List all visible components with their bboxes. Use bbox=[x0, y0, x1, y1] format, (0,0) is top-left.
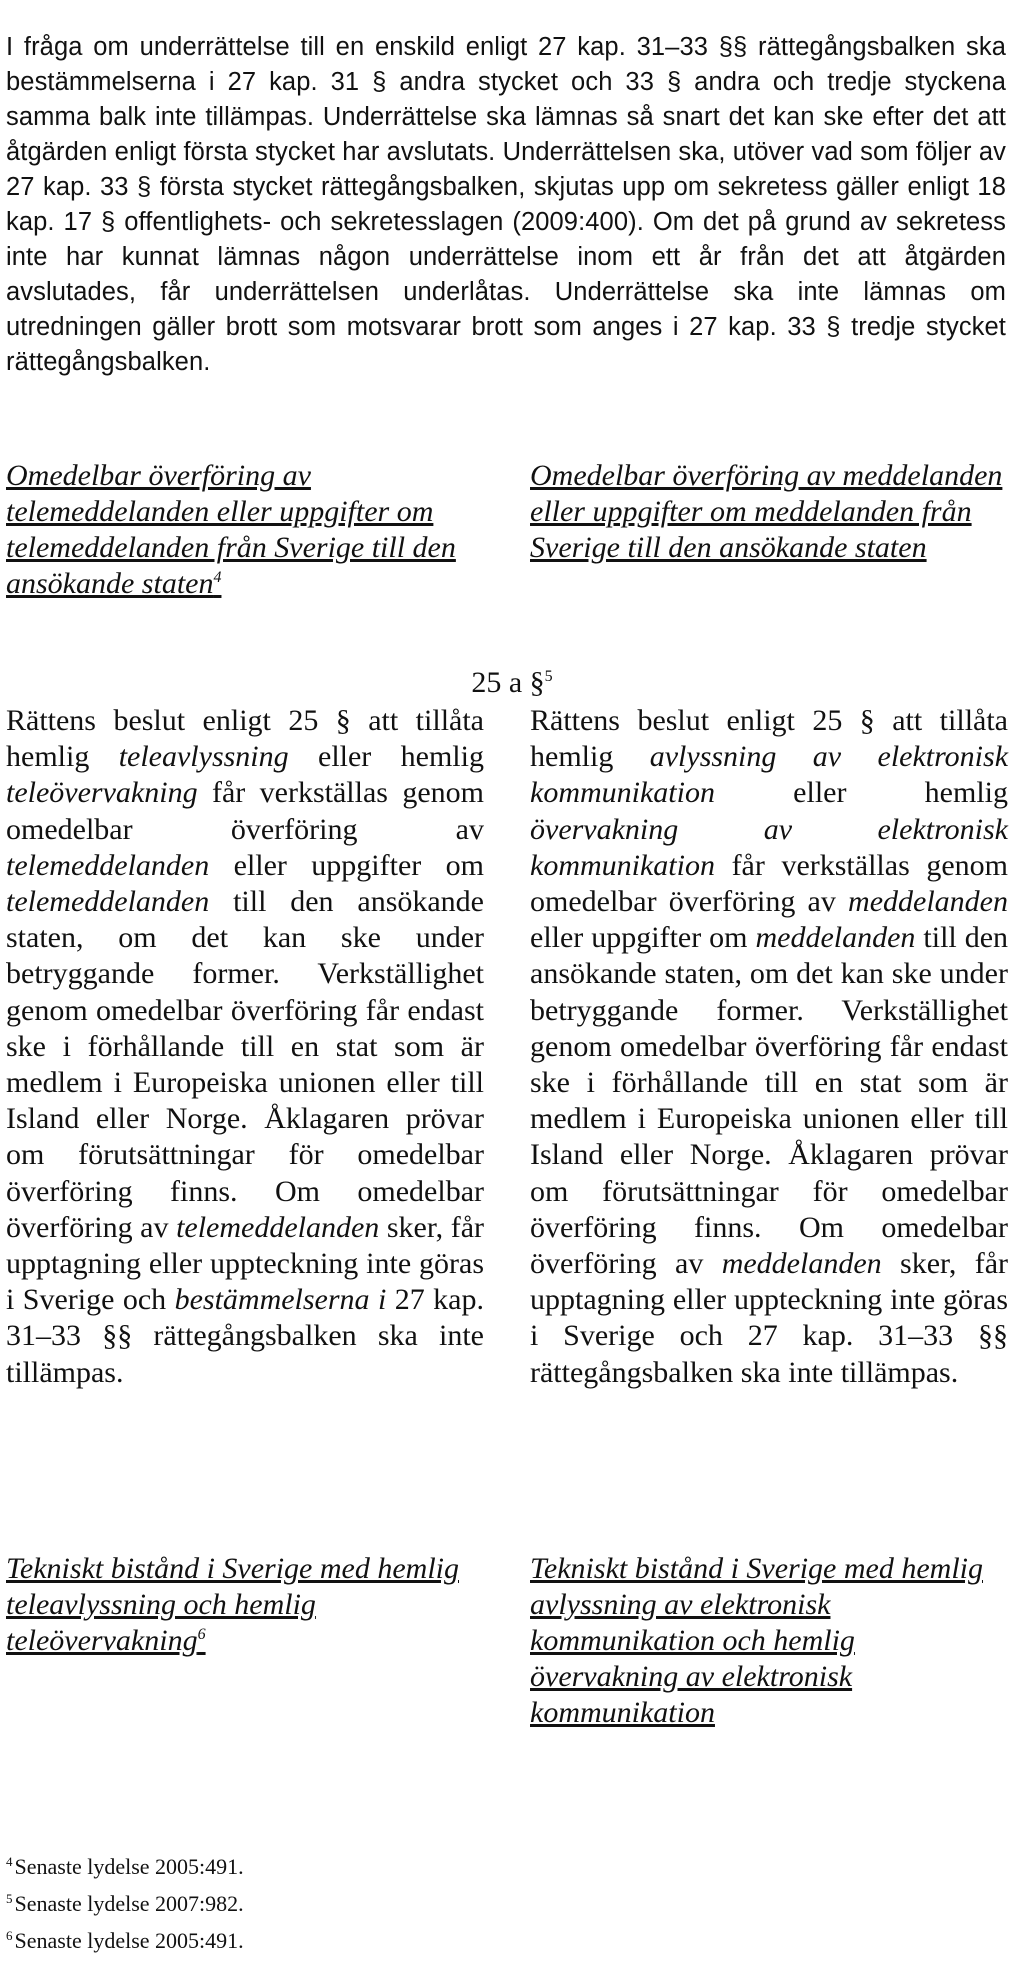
footnote-ref-4: 4 bbox=[213, 569, 222, 586]
section-2-heading-right-block bbox=[530, 1551, 1008, 1731]
left-body-emphasis: bestämmelserna i bbox=[174, 1283, 387, 1317]
section-1-heading-right-block bbox=[530, 458, 1008, 566]
left-body-segment: sker, får upptagning eller uppteckning inte göras i Sverige och bbox=[6, 1210, 485, 1317]
paragraph-number-label: 25 a § bbox=[471, 666, 545, 699]
section-2-heading-left-block bbox=[6, 1551, 484, 1659]
right-body-segment: eller hemlig bbox=[714, 776, 1008, 810]
left-body-emphasis: teleövervakning bbox=[6, 776, 198, 810]
left-body-segment: får verkställas genom omedelbar överföring av bbox=[6, 776, 484, 846]
right-column-body bbox=[530, 703, 1008, 1391]
left-column-body bbox=[6, 703, 484, 1391]
footnotes bbox=[6, 1848, 606, 1959]
right-body-segment: Rättens beslut enligt 25 § att tillåta hemlig bbox=[530, 704, 1008, 774]
footnote-text: Senaste lydelse 2005:491. bbox=[14, 1928, 244, 1953]
section-2-heading-right: Tekniskt bistånd i Sverige med hemlig avlyssning av elektronisk kommunikation och hemlig övervakning av elektronisk kommunikation bbox=[530, 1552, 983, 1729]
footnote bbox=[6, 1848, 606, 1885]
footnote bbox=[6, 1922, 606, 1959]
footnote-text: Senaste lydelse 2007:982. bbox=[14, 1891, 244, 1916]
footnote-number: 5 bbox=[6, 1890, 13, 1906]
right-body-segment: får verkställas genom omedelbar överföring av bbox=[530, 848, 1008, 919]
right-body-segment: sker, får upptagning eller uppteckning inte göras i Sverige och 27 kap. 31–33 §§ rättegångsbalken ska inte tillämpas. bbox=[530, 1247, 1008, 1389]
right-body-emphasis: avlyssning av elektronisk kommunikation bbox=[530, 740, 1009, 810]
left-body-segment: Rättens beslut enligt 25 § att tillåta hemlig bbox=[6, 704, 484, 774]
footnote-ref-6: 6 bbox=[197, 1626, 206, 1643]
left-body-segment: till den ansökande staten, om det kan ske under betryggande former. Verkställighet genom omedelbar överföring får endast ske i förhållande till en stat som är medlem i Europeiska unionen eller till Island eller Norge. Åklagaren prövar om förutsättningar för omedelbar överföring finns. Om omedelbar överföring av bbox=[6, 885, 484, 1244]
left-body-emphasis: telemeddelanden bbox=[6, 848, 210, 882]
footnote-ref-5: 5 bbox=[544, 668, 553, 685]
left-body-emphasis: telemeddelanden bbox=[176, 1210, 380, 1244]
right-body-text bbox=[530, 703, 1008, 1391]
section-1-heading-left bbox=[6, 458, 484, 602]
section-1-heading-left-block bbox=[6, 458, 484, 602]
footnote-text: Senaste lydelse 2005:491. bbox=[14, 1854, 244, 1879]
section-2-heading-left bbox=[6, 1551, 484, 1659]
section-2-heading-left-text: Tekniskt bistånd i Sverige med hemlig teleavlyssning och hemlig teleövervakning bbox=[6, 1552, 459, 1657]
footnote-number: 4 bbox=[6, 1853, 13, 1869]
section-1-heading-left-text: Omedelbar överföring av telemeddelanden eller uppgifter om telemeddelanden från Sverige till den ansökande staten bbox=[6, 459, 456, 600]
footnote-number: 6 bbox=[6, 1927, 13, 1943]
section-1-heading-right: Omedelbar överföring av meddelanden eller uppgifter om meddelanden från Sverige till den ansökande staten bbox=[530, 459, 1003, 564]
right-body-segment: eller uppgifter om bbox=[530, 921, 756, 955]
intro-paragraph: I fråga om underrättelse till en enskild enligt 27 kap. 31–33 §§ rättegångsbalken ska bestämmelserna i 27 kap. 31 § andra stycket och 33 § andra och tredje styckena samma balk inte tillämpas. Underrättelse ska lämnas så snart det kan ske efter det att åtgärden enligt första stycket har avslutats. Underrättelsen ska, utöver vad som följer av 27 kap. 33 § första stycket rättegångsbalken, skjutas upp om sekretess gäller enligt 18 kap. 17 § offentlighets- och sekretesslagen (2009:400). Om det på grund av sekretess inte har kunnat lämnas någon underrättelse inom ett år från det att åtgärden avslutades, får underrättelsen underlåtas. Underrättelse ska inte lämnas om utredningen gäller brott som motsvarar brott som anges i 27 kap. 33 § tredje stycket rättegångsbalken. bbox=[6, 32, 1006, 376]
left-body-emphasis: teleavlyssning bbox=[118, 740, 289, 774]
right-body-segment: till den ansökande staten, om det kan ske under betryggande former. Verkställighet genom omedelbar överföring får endast ske i förhållande till en stat som är medlem i Europeiska unionen eller till Island eller Norge. Åklagaren prövar om förutsättningar för omedelbar överföring finns. Om omedelbar överföring av bbox=[530, 921, 1009, 1281]
left-body-text bbox=[6, 703, 484, 1391]
paragraph-number bbox=[0, 665, 1024, 701]
right-body-emphasis: övervakning av elektronisk kommunikation bbox=[530, 812, 1008, 882]
right-body-emphasis: meddelanden bbox=[848, 885, 1008, 919]
right-body-emphasis: meddelanden bbox=[721, 1247, 882, 1281]
left-body-segment: eller uppgifter om bbox=[209, 848, 484, 882]
left-body-segment: eller hemlig bbox=[288, 740, 484, 774]
left-body-emphasis: telemeddelanden bbox=[6, 885, 210, 919]
footnote bbox=[6, 1885, 606, 1922]
right-body-emphasis: meddelanden bbox=[755, 921, 916, 955]
left-body-segment: 27 kap. 31–33 §§ rättegångsbalken ska inte tillämpas. bbox=[6, 1283, 484, 1389]
